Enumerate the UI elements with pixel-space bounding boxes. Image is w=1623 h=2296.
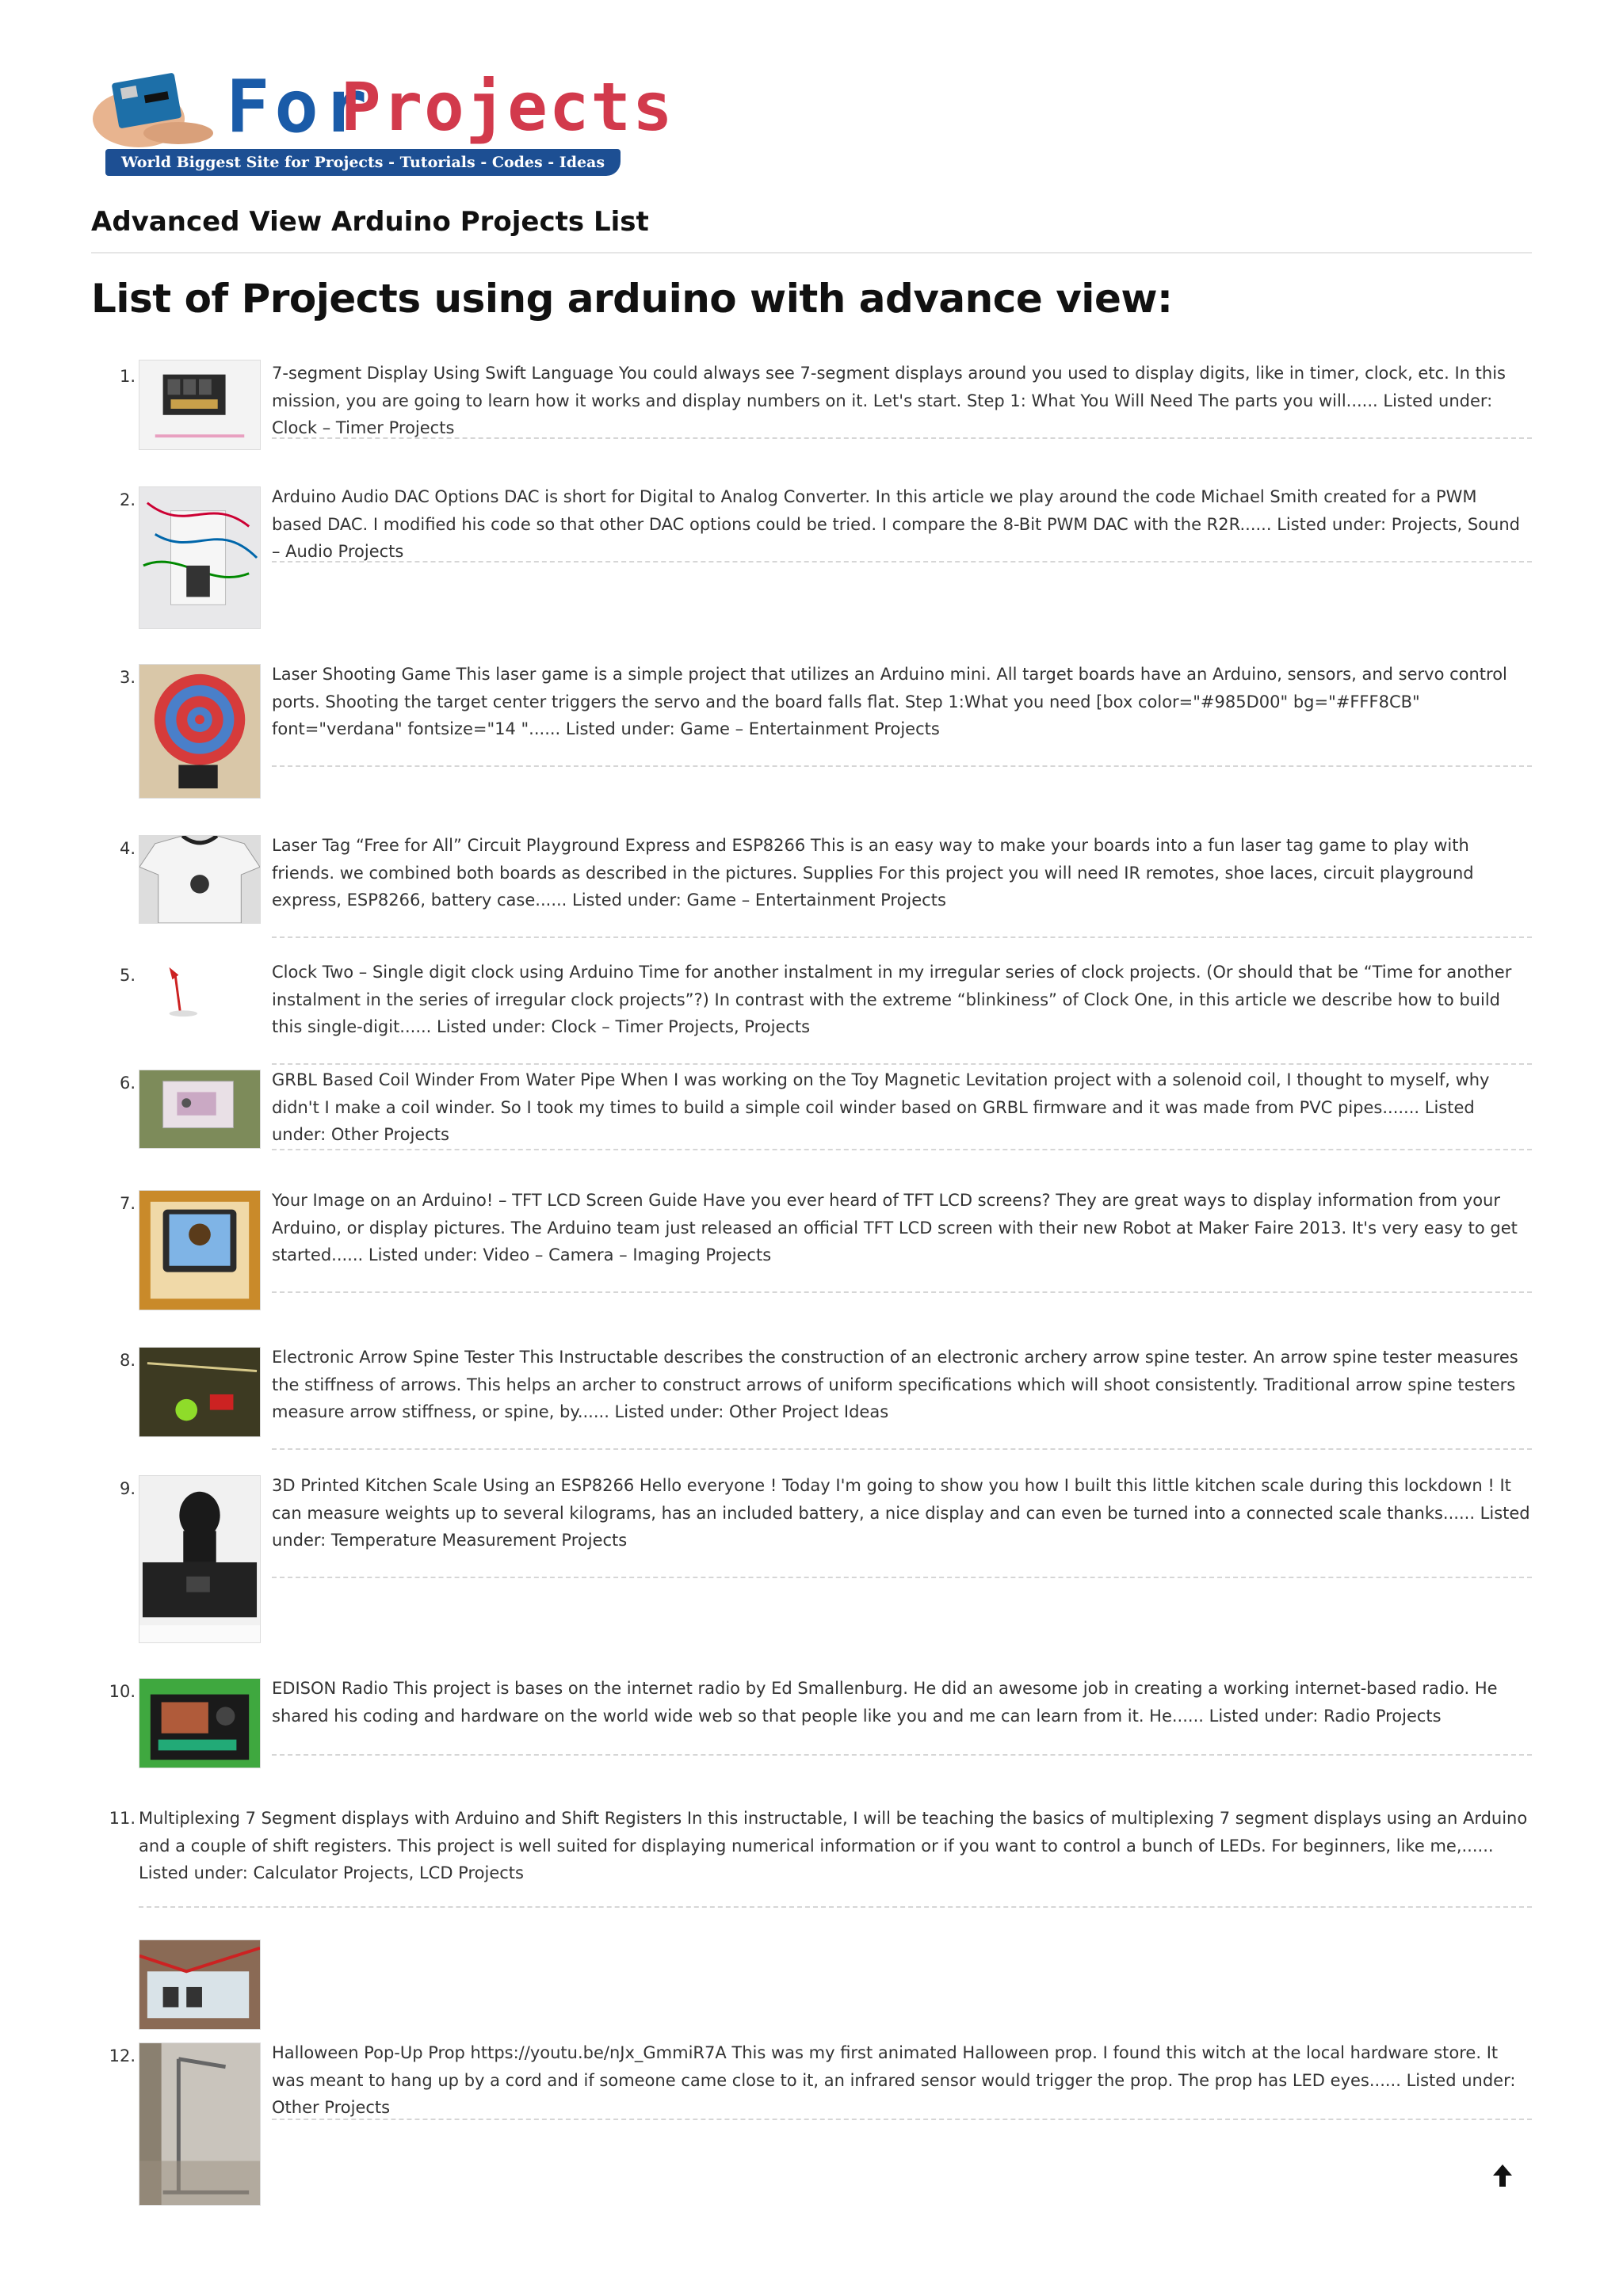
separator <box>139 1906 1532 1908</box>
project-thumbnail[interactable] <box>139 1070 261 1149</box>
kitchen-scale-image <box>139 1476 260 1642</box>
project-thumbnail[interactable] <box>139 1475 261 1643</box>
item-number: 7. <box>119 1194 136 1213</box>
item-number: 2. <box>119 490 136 509</box>
separator <box>272 1149 1532 1150</box>
project-description[interactable]: Electronic Arrow Spine Tester This Instructable describes the construction of an electronic archery arrow spine tester. An arrow spine tester measures the stiffness of arrows. This helps an archer to construct arrows of uniform specifications which will shoot consistently. Traditional arrow spine testers measure arrow stiffness, or spine, by...... Listed under: Other Project Ideas <box>272 1348 1518 1421</box>
separator <box>272 437 1532 439</box>
item-number: 3. <box>119 668 136 687</box>
item-number: 5. <box>119 966 136 985</box>
project-thumbnail[interactable] <box>139 360 261 450</box>
halloween-prop-image <box>139 2043 260 2205</box>
item-number: 8. <box>119 1351 136 1370</box>
separator <box>272 936 1532 938</box>
coil-winder-image <box>139 1070 260 1148</box>
project-thumbnail[interactable] <box>139 962 261 1022</box>
item-number: 6. <box>119 1074 136 1093</box>
separator <box>272 1063 1532 1065</box>
project-thumbnail[interactable] <box>139 486 261 629</box>
arrow-spine-tester-image <box>139 1348 260 1436</box>
logo-for-text: For <box>226 64 372 149</box>
project-description[interactable]: 7-segment Display Using Swift Language You could always see 7-segment displays around you used to display digits, like in timer, clock, etc. In this mission, you are going to learn how it works and display numbers on it. Let's start. Step 1: What You Will Need The parts you will...... Listed under: Clock – Timer Projects <box>272 364 1506 437</box>
project-description[interactable]: Arduino Audio DAC Options DAC is short for Digital to Analog Converter. In this article we play around the code Michael Smith created for a PWM based DAC. I modified his code so that other DAC options could be tried. I compare the 8-Bit PWM DAC with the R2R...... Listed under: Projects, Sound – Audio Projects <box>272 487 1520 561</box>
separator <box>272 1291 1532 1293</box>
seven-segment-multiplexing-image <box>139 1940 260 2029</box>
site-logo[interactable] <box>91 63 674 182</box>
logo-projects-text: Projects <box>341 68 674 146</box>
separator <box>272 1448 1532 1450</box>
project-description[interactable]: Your Image on an Arduino! – TFT LCD Screen Guide Have you ever heard of TFT LCD screens? They are great ways to display information from your Arduino, or display pictures. The Arduino team just released an official TFT LCD screen with their new Robot at Maker Faire 2013. It's very easy to get started...... Listed under: Video – Camera – Imaging Projects <box>272 1191 1518 1264</box>
separator <box>272 1754 1532 1756</box>
laser-target-image <box>139 665 260 798</box>
project-thumbnail[interactable] <box>139 1190 261 1310</box>
item-number: 11. <box>109 1809 136 1828</box>
seven-segment-board-image <box>139 360 260 449</box>
item-number: 10. <box>109 1682 136 1701</box>
item-number: 12. <box>109 2046 136 2065</box>
project-thumbnail[interactable] <box>139 1939 261 2030</box>
laser-tag-shirt-image <box>139 836 260 923</box>
edison-radio-image <box>139 1679 260 1768</box>
project-description[interactable]: Clock Two – Single digit clock using Arduino Time for another instalment in my irregular series of clock projects. (Or should that be “Time for another instalment in the series of irregular clock projects”?) In contrast with the extreme “blinkiness” of Clock One, in this article we describe how to build this single-digit...... Listed under: Clock – Timer Projects, Projects <box>272 963 1512 1036</box>
project-description[interactable]: GRBL Based Coil Winder From Water Pipe When I was working on the Toy Magnetic Levitation project with a solenoid coil, I thought to myself, why didn't I make a coil winder. So I took my times to build a simple coil winder based on GRBL firmware and it was made from PVC pipes....... Listed under: Other Projects <box>272 1070 1490 1144</box>
project-thumbnail[interactable] <box>139 664 261 799</box>
project-description[interactable]: Halloween Pop-Up Prop https://youtu.be/nJx_GmmiR7A This was my first animated Halloween prop. I found this witch at the local hardware store. It was meant to hang up by a cord and if someone came close to it, an infrared sensor would trigger the prop. The prop has LED eyes...... Listed under: Other Projects <box>272 2043 1516 2117</box>
item-number: 4. <box>119 839 136 858</box>
tft-lcd-screen-image <box>139 1191 260 1310</box>
audio-dac-breadboard-image <box>139 487 260 628</box>
arduino-hand-logo-icon <box>91 63 218 151</box>
project-description[interactable]: 3D Printed Kitchen Scale Using an ESP8266 Hello everyone ! Today I'm going to show you how I built this little kitchen scale during this lockdown ! It can measure weights up to several kilograms, has an included battery, a nice display and can even be turned into a connected scale thanks...... Listed under: Temperature Measurement Projects <box>272 1476 1530 1550</box>
site-title[interactable]: Advanced View Arduino Projects List <box>91 206 1532 254</box>
logo-tagline: World Biggest Site for Projects - Tutorials - Codes - Ideas <box>105 149 621 176</box>
project-thumbnail[interactable] <box>139 835 261 924</box>
project-thumbnail[interactable] <box>139 2042 261 2206</box>
page-title: List of Projects using arduino with advance view: <box>91 276 1173 322</box>
project-description[interactable]: EDISON Radio This project is bases on the internet radio by Ed Smallenburg. He did an awesome job in creating a working internet-based radio. He shared his coding and hardware on the world wide web so that people like you and me can learn from it. He...... Listed under: Radio Projects <box>272 1679 1498 1726</box>
site-header <box>91 55 1532 182</box>
project-thumbnail[interactable] <box>139 1678 261 1768</box>
single-digit-clock-image <box>139 963 260 1021</box>
separator <box>272 765 1532 767</box>
item-number: 1. <box>119 367 136 386</box>
arrow-up-icon[interactable] <box>1488 2161 1517 2190</box>
project-description[interactable]: Laser Shooting Game This laser game is a simple project that utilizes an Arduino mini. All target boards have an Arduino, sensors, and servo control ports. Shooting the target center triggers the servo and the board falls flat. Step 1:What you need [box color="#985D00" bg="#FFF8CB" font="verdana" fontsize="14 "...... Listed under: Game – Entertainment Projects <box>272 665 1507 738</box>
project-description[interactable]: Multiplexing 7 Segment displays with Arduino and Shift Registers In this instructable, I will be teaching the basics of multiplexing 7 segment displays using an Arduino and a couple of shift registers. This project is well suited for displaying numerical information or if you want to control a bunch of LEDs. For beginners, like me,...... Listed under: Calculator Projects, LCD Projects <box>139 1809 1528 1882</box>
project-thumbnail[interactable] <box>139 1347 261 1437</box>
separator <box>272 1577 1532 1578</box>
separator <box>272 561 1532 563</box>
project-description[interactable]: Laser Tag “Free for All” Circuit Playground Express and ESP8266 This is an easy way to make your boards into a fun laser tag game to play with friends. we combined both boards as described in the pictures. Supplies For this project you will need IR remotes, shoe laces, circuit playground express, ESP8266, battery case...... Listed under: Game – Entertainment Projects <box>272 836 1474 910</box>
separator <box>272 2119 1532 2120</box>
item-number: 9. <box>119 1479 136 1498</box>
